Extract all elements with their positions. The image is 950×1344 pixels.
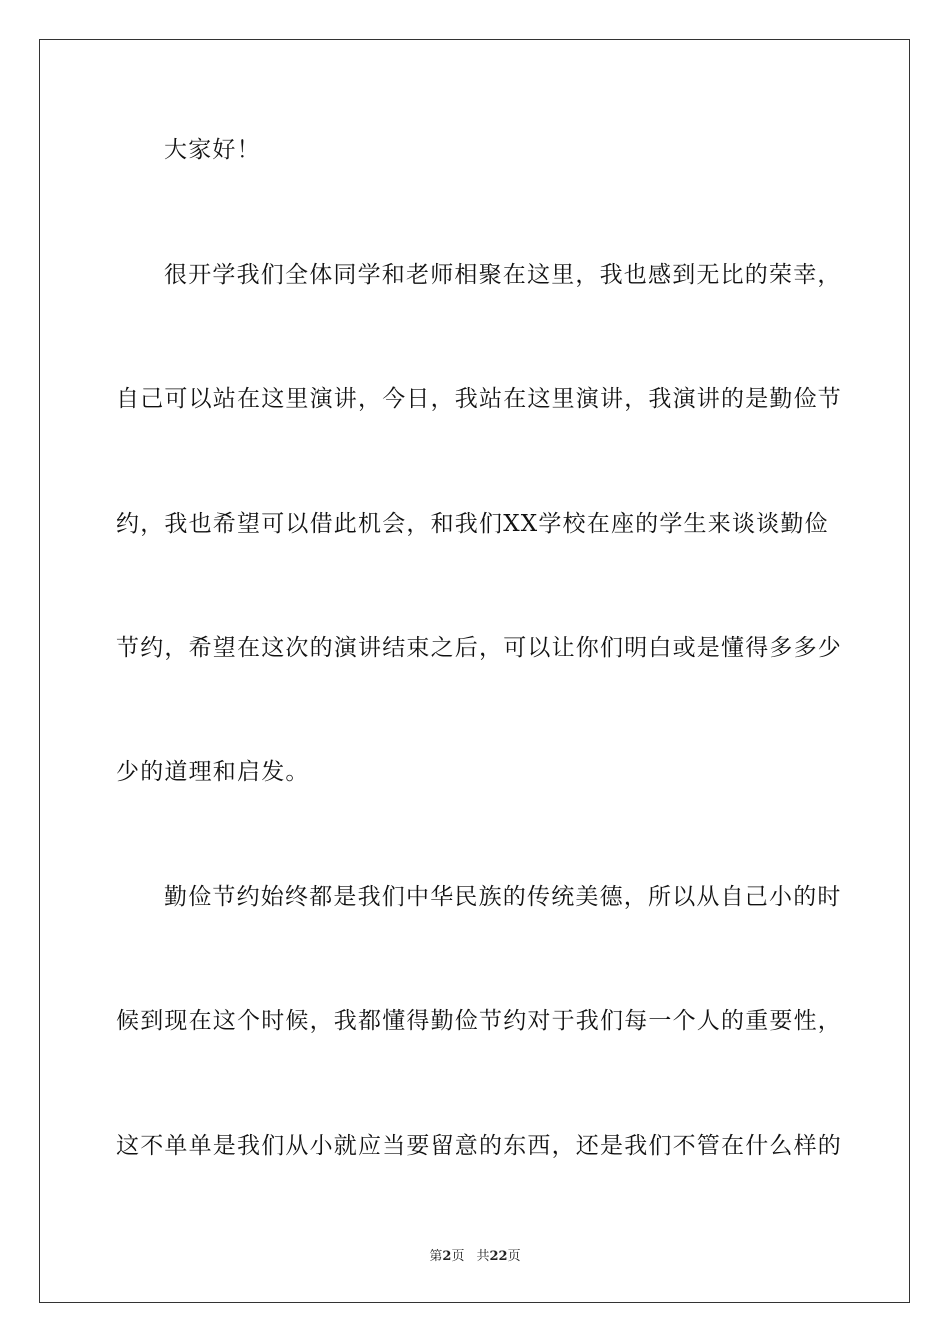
paragraph-line: 很开学我们全体同学和老师相聚在这里，我也感到无比的荣幸，	[164, 262, 842, 288]
total-pages: 22	[489, 1249, 508, 1264]
page-border	[39, 39, 910, 1303]
paragraph-line: 勤俭节约始终都是我们中华民族的传统美德，所以从自己小的时	[164, 884, 842, 910]
page-prefix: 第	[429, 1249, 443, 1264]
page-suffix: 页	[451, 1249, 465, 1264]
page-footer	[0, 1249, 950, 1265]
paragraph-line: 这不单单是我们从小就应当要留意的东西，还是我们不管在什么样的	[116, 1133, 842, 1159]
paragraph-line: 候到现在这个时候，我都懂得勤俭节约对于我们每一个人的重要性，	[116, 1008, 842, 1034]
paragraph-line: 约，我也希望可以借此机会，和我们XX学校在座的学生来谈谈勤俭	[116, 511, 829, 537]
paragraph-line: 节约，希望在这次的演讲结束之后，可以让你们明白或是懂得多多少	[116, 635, 842, 661]
paragraph-line: 自己可以站在这里演讲，今日，我站在这里演讲，我演讲的是勤俭节	[116, 386, 842, 412]
page-number: 2	[442, 1249, 452, 1264]
total-suffix: 页	[507, 1249, 521, 1264]
greeting-line: 大家好！	[164, 137, 261, 163]
total-prefix: 共	[476, 1249, 490, 1264]
paragraph-line: 少的道理和启发。	[116, 759, 310, 785]
